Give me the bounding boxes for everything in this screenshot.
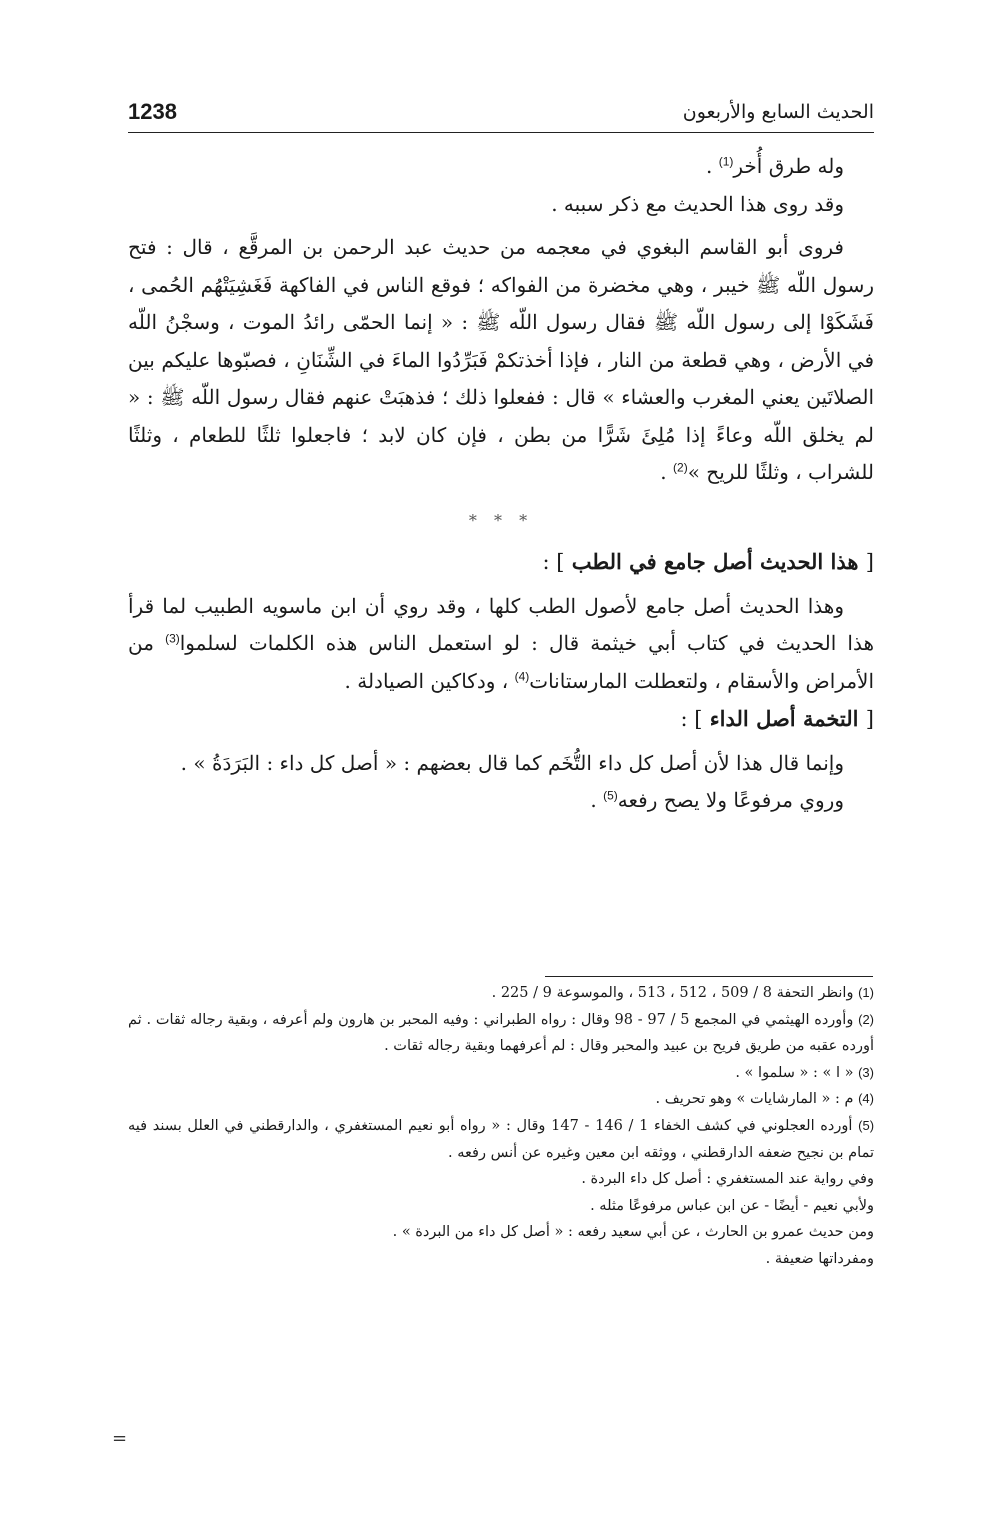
heading-2-open-bracket: [ [865,707,874,731]
signature-mark: = [112,1428,128,1449]
paragraph-6-end: . [590,788,604,812]
footnote-5-line-3: ولأبي نعيم - أيضًا - عن ابن عباس مرفوعًا مثله . [590,1197,874,1214]
footnote-5-line-5: ومفرداتها ضعيفة . [765,1250,874,1267]
footnote-4-number: (4) [858,1091,874,1107]
footnote-5-number: (5) [858,1117,875,1133]
heading-1-open-bracket: [ [865,550,874,574]
footnote-4 [128,1086,874,1113]
paragraph-4-text-a: وهذا الحديث أصل جامع لأصول الطب كلها ، وقد روي أن ابن ماسويه الطبيب لما قرأ هذا الحديث في كتاب أبي خيثمة قال : لو استعمل الناس هذه الكلمات لسلموا [128,593,874,655]
footnote-ref-3[interactable]: (3) [165,631,180,646]
footnotes [128,980,874,1273]
paragraph-3-text: فروى أبو القاسم البغوي في معجمه من حديث عبد الرحمن بن المرقَّع ، قال : فتح رسول اللّه ﷺ خيبر ، وهي مخضرة من الفواكه ؛ فوقع الناس في الفاكهة فَغَشِيَتْهُم الحُمى ، فَشَكَوْا إلى رسول اللّه ﷺ فقال رسول اللّه ﷺ : « إنما الحمّى رائدُ الموت ، وسجْنُ اللّه في الأرض ، وهي قطعة من النار ، فإذا أخذتكمْ فَبَرِّدُوا الماءَ في الشِّنَانِ ، فصبّوها عليكم بين الصلاتَين يعني المغرب والعشاء » قال : ففعلوا ذلك ؛ فذهبَتْ عنهم فقال رسول اللّه ﷺ : « لم يخلق اللّه وعاءً إذا مُلِئَ شَرًّا من بطن ، فإن كان لابد ؛ فاجعلوا ثلثًا للطعام ، وثلثًا للشراب ، وثلثًا للريح » [128,235,875,484]
footnote-2-number: (2) [858,1011,875,1027]
paragraph-2: وقد روى هذا الحديث مع ذكر سببه . [551,191,844,216]
paragraph-4 [128,588,874,701]
footnote-5-text: أورده العجلوني في كشف الخفاء 1 / 146 - 147 وقال : « رواه أبو نعيم المستغفري ، والدارقطني في العلل بسند فيه تمام بن نجيح ضعفه الدارقطني ، ووثقه ابن معين وغيره عن أنس رفعه . [128,1117,874,1161]
footnote-1-number: (1) [858,985,874,1000]
paragraph-5: وإنما قال هذا لأن أصل كل داء التُّخَم كما قال بعضهم : « أصل كل داء : البَرَدَةُ » . [180,750,844,775]
footnote-2-text: وأورده الهيثمي في المجمع 5 / 97 - 98 وقال : رواه الطبراني : وفيه المحبر بن هارون ولم أعرفه ، وبقية رجاله ثقات . ثم أورده عقبه من طريق فريح بن عبيد والمحبر وقال : لم أعرفهما وبقية رجاله ثقات . [128,1011,874,1055]
paragraph-4-text-b: من الأمراض والأسقام ، ولتعطلت المارستانات [128,631,874,693]
footnote-2 [128,1007,874,1060]
heading-2-text: التخمة أصل الداء [709,706,859,731]
paragraph-6 [128,782,874,820]
paragraph-3 [128,229,874,492]
page-number: 1238 [128,99,177,124]
footnote-rule [545,976,873,977]
heading-1-close-bracket: ] : [542,550,565,574]
paragraph-1-end: . [705,154,719,178]
section-heading-2 [128,700,874,739]
section-heading-1 [128,543,874,582]
footnote-ref-1[interactable]: (1) [718,154,734,169]
running-title: الحديث السابع والأربعون [682,101,874,123]
paragraph-4-text-c: ، ودكاكين الصيادلة . [344,668,515,693]
main-text [128,148,874,820]
heading-1-text: هذا الحديث أصل جامع في الطب [571,549,859,574]
footnote-5-line-2: وفي رواية عند المستغفري : أصل كل داء البردة . [581,1171,874,1188]
page-header [128,92,874,133]
footnote-4-text: م : « المارشايات » وهو تحريف . [655,1091,859,1108]
footnote-1 [128,980,874,1007]
heading-2-close-bracket: ] : [680,707,703,731]
paragraph-1 [128,148,874,186]
footnote-5 [128,1113,874,1166]
footnote-5-line-4: ومن حديث عمرو بن الحارث ، عن أبي سعيد رفعه : « أصل كل داء من البردة » . [392,1224,874,1241]
footnote-ref-4[interactable]: (4) [514,668,530,683]
footnote-3-text: « ا » : « سلموا » . [735,1064,859,1081]
section-separator: * * * [468,510,534,530]
footnote-3-number: (3) [858,1064,874,1080]
paragraph-1-text: وله طرق أُخر [733,154,844,178]
footnote-ref-5[interactable]: (5) [603,788,618,803]
footnote-1-text: وانظر التحفة 8 / 509 ، 512 ، 513 ، والموسوعة 9 / 225 . [491,985,859,1001]
paragraph-6-text: وروي مرفوعًا ولا يصح رفعه [617,788,844,812]
paragraph-3-end: . [660,460,673,484]
footnote-ref-2[interactable]: (2) [673,460,688,475]
footnote-3 [128,1060,874,1087]
